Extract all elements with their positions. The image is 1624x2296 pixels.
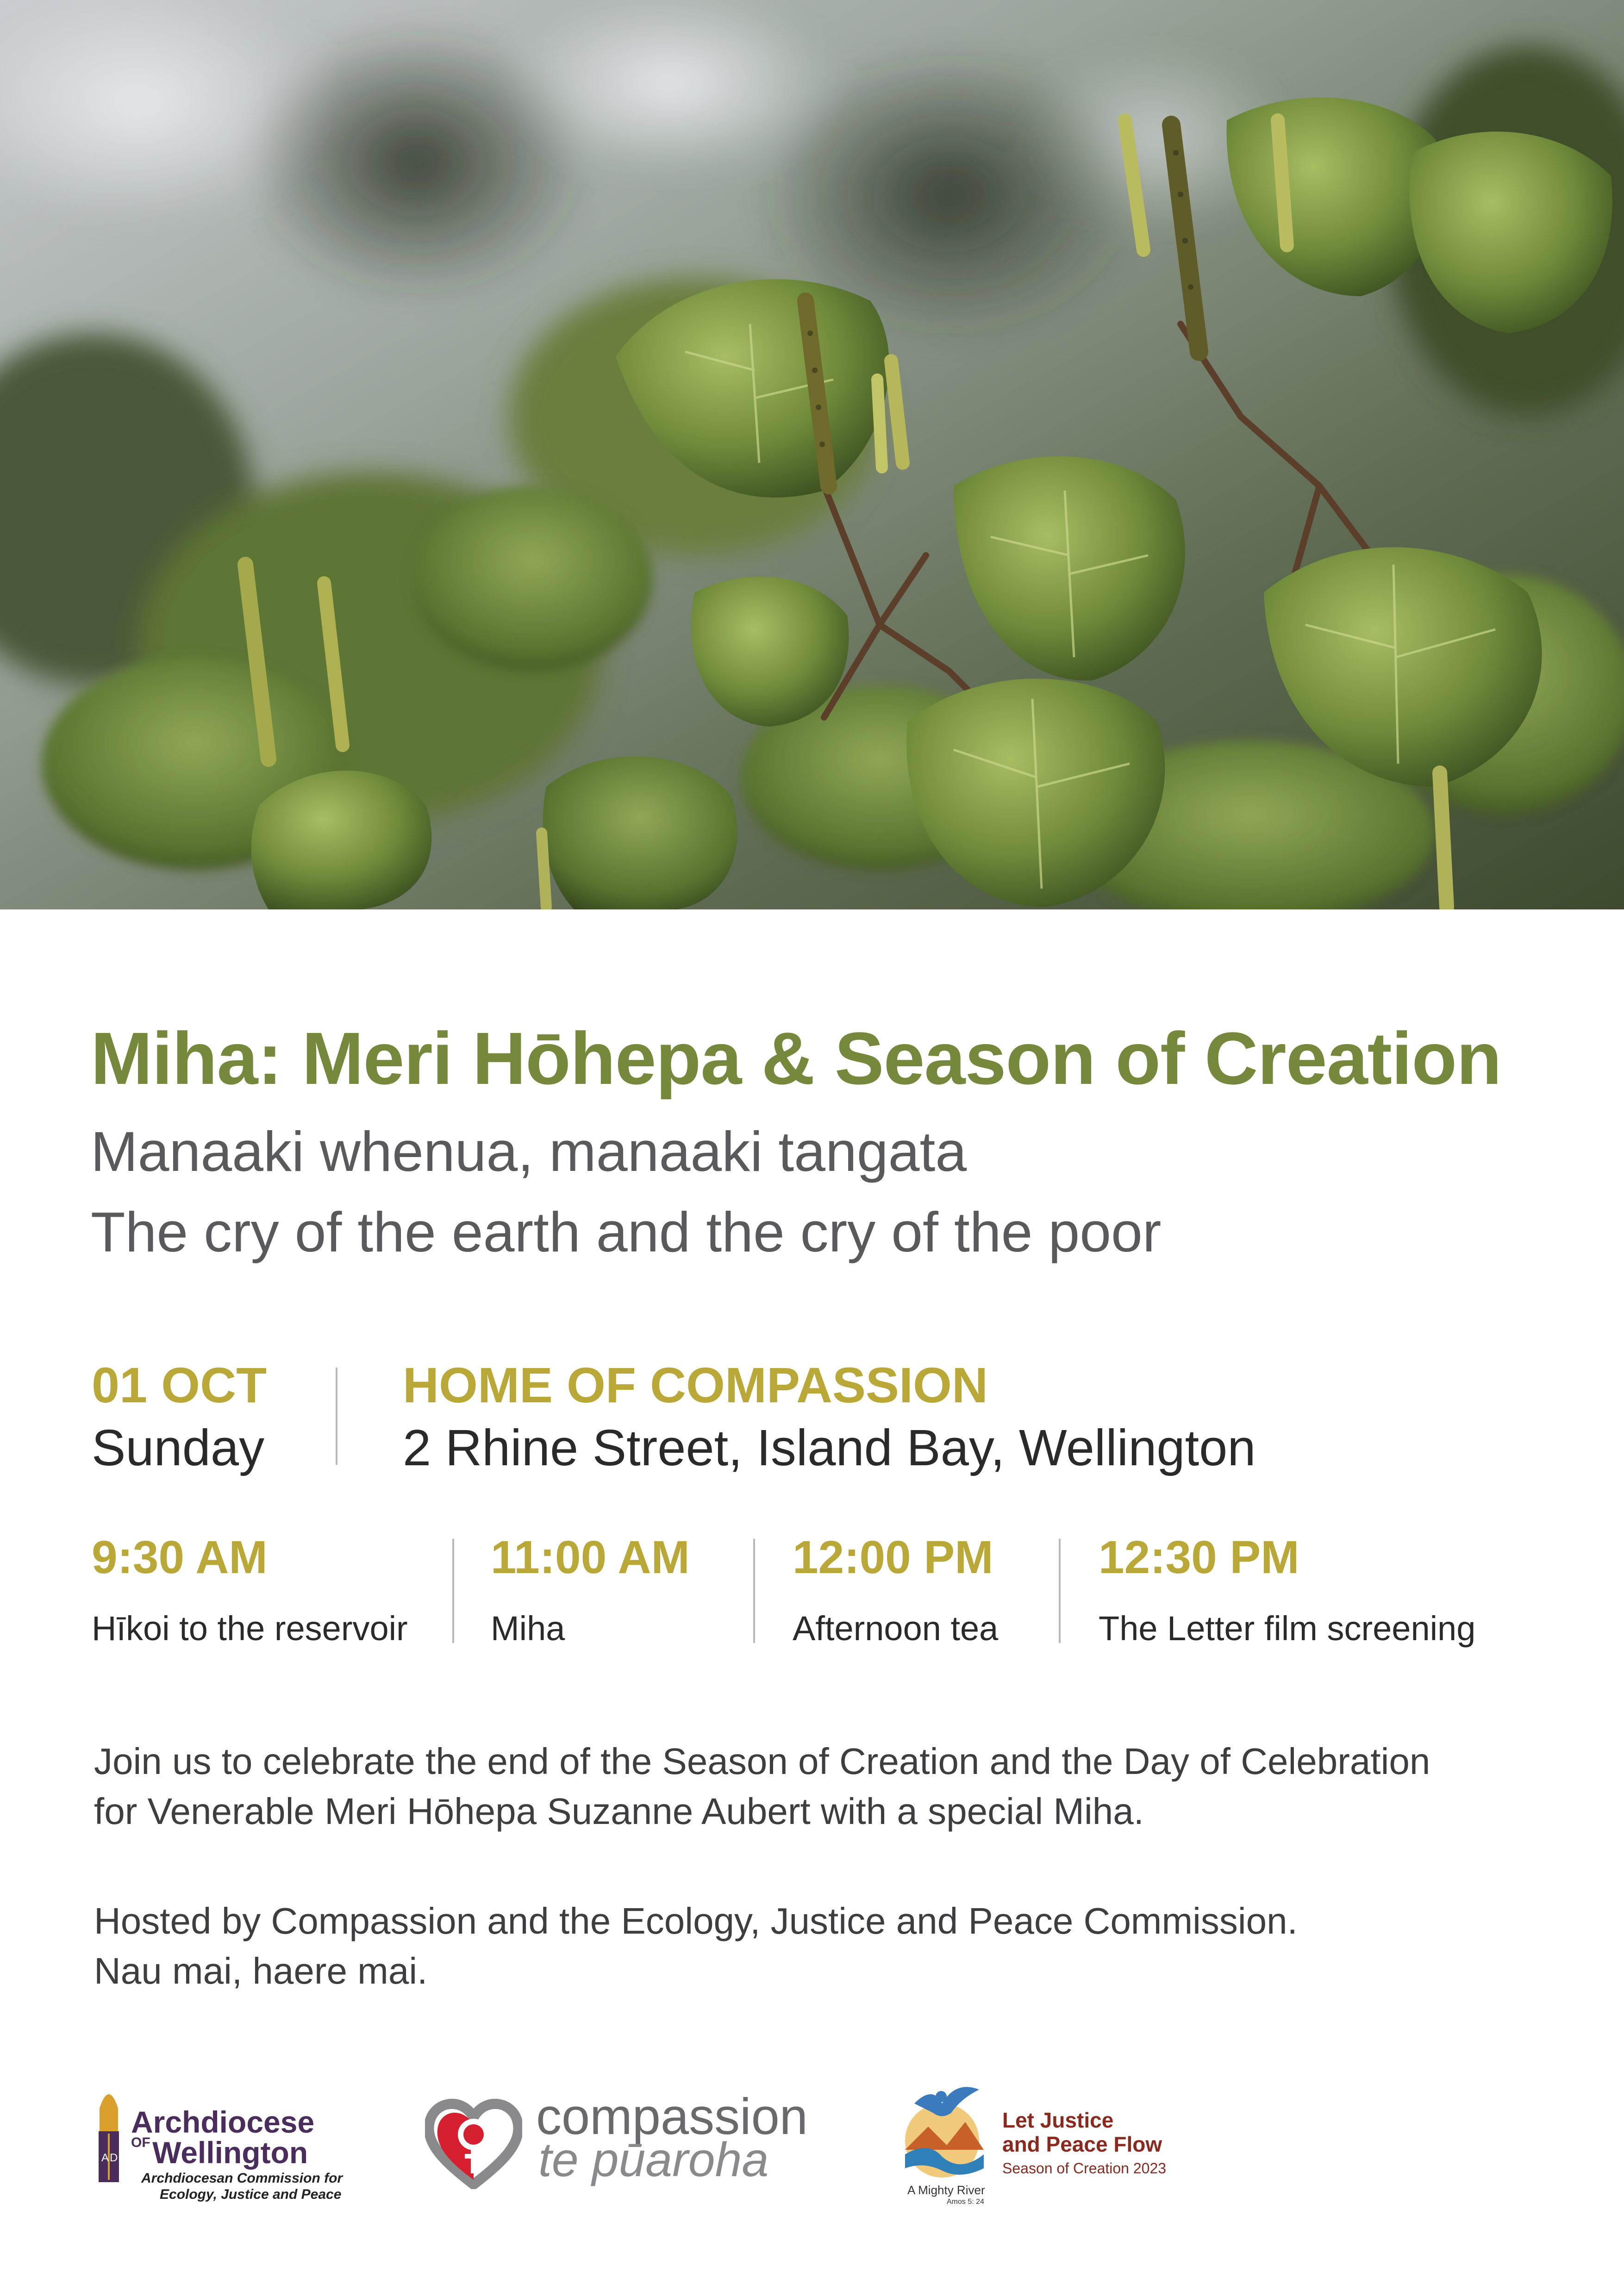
season-verse: Amos 5: 24 xyxy=(947,2198,984,2206)
svg-text:A: A xyxy=(101,2152,109,2164)
divider xyxy=(452,1539,454,1643)
venue-name: HOME OF COMPASSION xyxy=(403,1357,988,1413)
event-day: Sunday xyxy=(92,1419,265,1476)
schedule-time: 11:00 AM xyxy=(491,1531,690,1583)
mitre-icon xyxy=(90,2076,127,2187)
hosted-paragraph xyxy=(94,1896,1298,1996)
season-river: A Mighty River xyxy=(907,2183,985,2197)
subtitle-english: The cry of the earth and the cry of the poor xyxy=(91,1201,1162,1263)
schedule-activity: The Letter film screening xyxy=(1099,1609,1476,1648)
paragraph-line: for Venerable Meri Hōhepa Suzanne Aubert with a special Miha. xyxy=(94,1791,1144,1832)
subtitle-maori: Manaaki whenua, manaaki tangata xyxy=(91,1120,967,1183)
schedule-activity: Afternoon tea xyxy=(793,1609,999,1648)
schedule-time: 12:30 PM xyxy=(1099,1531,1299,1583)
archdiocese-tag1: Archdiocesan Commission for xyxy=(141,2171,343,2186)
schedule-activity: Hīkoi to the reservoir xyxy=(92,1609,408,1648)
compassion-name: compassion xyxy=(536,2088,808,2145)
hero-photo xyxy=(0,0,1624,909)
schedule-time: 12:00 PM xyxy=(793,1531,993,1583)
archdiocese-logo xyxy=(90,2076,343,2202)
invitation-paragraph xyxy=(94,1736,1430,1836)
compassion-logo xyxy=(425,2088,808,2187)
archdiocese-city-name: Wellington xyxy=(152,2135,308,2170)
event-date: 01 OCT xyxy=(92,1357,267,1413)
compassion-heart-icon xyxy=(425,2092,522,2189)
archdiocese-tag2: Ecology, Justice and Peace xyxy=(160,2187,342,2202)
event-title: Miha: Meri Hōhepa & Season of Creation xyxy=(91,1017,1501,1100)
paragraph-line: Join us to celebrate the end of the Season of Creation and the Day of Celebration xyxy=(94,1741,1430,1782)
svg-text:D: D xyxy=(110,2152,118,2164)
season-of-creation-logo xyxy=(887,2076,1220,2205)
archdiocese-name: Archdiocese xyxy=(131,2105,315,2139)
season-subtitle: Season of Creation 2023 xyxy=(1002,2160,1167,2177)
archdiocese-city xyxy=(131,2135,308,2170)
schedule-time: 9:30 AM xyxy=(92,1531,268,1583)
divider xyxy=(336,1368,337,1465)
compassion-maori: te pūaroha xyxy=(538,2133,769,2187)
archdiocese-of: OF xyxy=(131,2135,150,2150)
schedule-activity: Miha xyxy=(491,1609,565,1648)
season-title-1: Let Justice xyxy=(1002,2108,1114,2132)
dove-river-icon xyxy=(887,2076,998,2178)
venue-address: 2 Rhine Street, Island Bay, Wellington xyxy=(403,1419,1256,1476)
season-title-2: and Peace Flow xyxy=(1002,2132,1162,2156)
paragraph-line: Nau mai, haere mai. xyxy=(94,1950,428,1991)
divider xyxy=(1059,1539,1061,1643)
divider xyxy=(753,1539,755,1643)
paragraph-line: Hosted by Compassion and the Ecology, Justice and Peace Commission. xyxy=(94,1900,1298,1941)
